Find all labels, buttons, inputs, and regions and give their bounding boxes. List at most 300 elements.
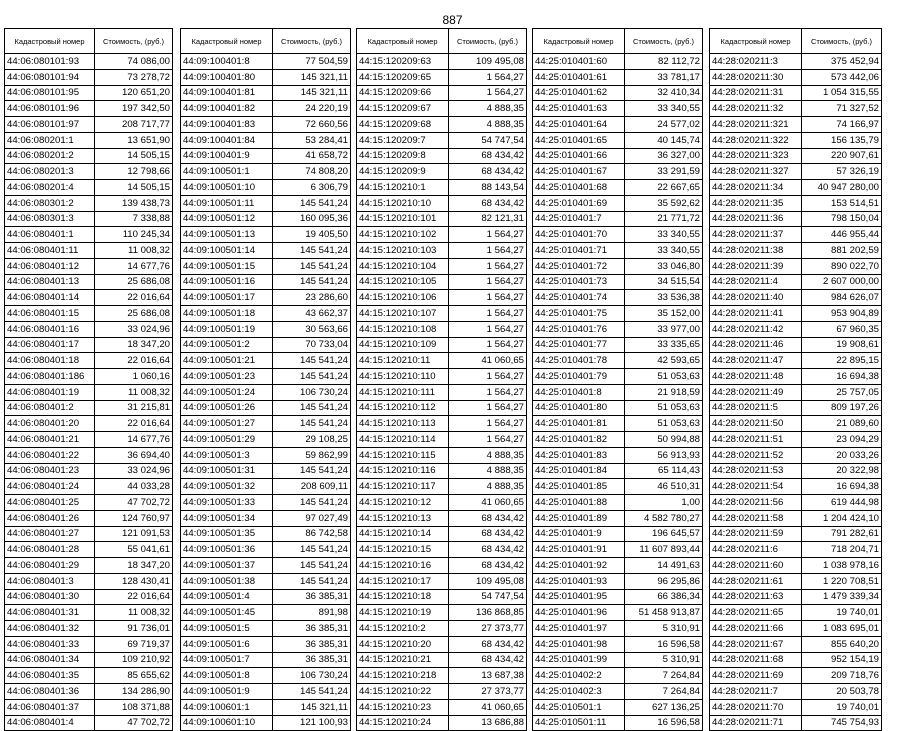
cadastral-number-cell: 44:09:100401:81 [181,85,273,101]
cadastral-number-cell: 44:28:020211:53 [710,463,802,479]
cost-cell: 718 204,71 [802,542,882,558]
cost-cell: 23 286,60 [273,290,351,306]
table-row [5,180,173,196]
cost-cell: 156 135,79 [802,132,882,148]
cadastral-number-cell: 44:15:120210:16 [357,558,449,574]
cadastral-number-cell: 44:09:100501:6 [181,636,273,652]
table-row [533,54,703,70]
table-row [357,101,527,117]
cost-cell: 41 060,65 [449,699,527,715]
cadastral-number-cell: 44:06:080401:11 [5,243,95,259]
cost-cell: 36 385,31 [273,589,351,605]
cost-cell: 145 541,24 [273,573,351,589]
cost-cell: 745 754,93 [802,715,882,731]
cost-cell: 11 607 893,44 [625,542,703,558]
cadastral-number-cell: 44:15:120210:11 [357,353,449,369]
table-row [5,337,173,353]
cost-cell: 984 626,07 [802,290,882,306]
cost-cell: 145 541,24 [273,400,351,416]
cadastral-number-cell: 44:25:010401:74 [533,290,625,306]
cadastral-number-cell: 44:28:020211:4 [710,274,802,290]
table-row [533,542,703,558]
cadastral-number-cell: 44:15:120210:21 [357,652,449,668]
cost-cell: 46 510,31 [625,479,703,495]
cadastral-number-cell: 44:09:100501:10 [181,180,273,196]
cost-cell: 55 041,61 [95,542,173,558]
cost-cell: 33 291,59 [625,164,703,180]
cost-cell: 19 908,61 [802,337,882,353]
cadastral-number-cell: 44:28:020211:31 [710,85,802,101]
cadastral-number-cell: 44:15:120210:110 [357,369,449,385]
cost-cell: 109 495,08 [449,573,527,589]
table-row [5,117,173,133]
table-row [181,589,351,605]
cadastral-number-cell: 44:06:080301:2 [5,195,95,211]
cadastral-number-cell: 44:15:120210:218 [357,668,449,684]
table-row [533,416,703,432]
table-row [710,101,882,117]
table-row [357,589,527,605]
table-row [181,85,351,101]
cost-cell: 6 306,79 [273,180,351,196]
cost-cell: 82 112,72 [625,54,703,70]
cadastral-number-cell: 44:25:010401:60 [533,54,625,70]
cadastral-number-cell: 44:06:080401:4 [5,715,95,731]
table-row [533,243,703,259]
table-row [533,290,703,306]
cadastral-number-cell: 44:28:020211:37 [710,227,802,243]
table-row [181,306,351,322]
cadastral-number-cell: 44:28:020211:54 [710,479,802,495]
cadastral-number-cell: 44:28:020211:52 [710,447,802,463]
table-row [357,526,527,542]
cost-cell: 952 154,19 [802,652,882,668]
cost-cell: 106 730,24 [273,384,351,400]
table-row [5,227,173,243]
cadastral-number-cell: 44:25:010401:8 [533,384,625,400]
cadastral-number-cell: 44:25:010401:72 [533,258,625,274]
cadastral-number-cell: 44:06:080401:13 [5,274,95,290]
cost-cell: 67 960,35 [802,321,882,337]
cost-cell: 1 564,27 [449,432,527,448]
cadastral-number-cell: 44:28:020211:5 [710,400,802,416]
table-row [181,148,351,164]
table-row [357,180,527,196]
cost-cell: 74 166,97 [802,117,882,133]
cost-cell: 51 053,63 [625,369,703,385]
cadastral-number-cell: 44:15:120210:106 [357,290,449,306]
cadastral-number-cell: 44:15:120210:107 [357,306,449,322]
table-row [357,510,527,526]
table-row [710,337,882,353]
cost-cell: 1 204 424,10 [802,510,882,526]
table-row [710,306,882,322]
cost-cell: 88 143,54 [449,180,527,196]
cadastral-number-cell: 44:28:020211:38 [710,243,802,259]
cadastral-number-cell: 44:06:080401:12 [5,258,95,274]
cost-cell: 197 342,50 [95,101,173,117]
cadastral-number-cell: 44:09:100401:9 [181,148,273,164]
table-row [357,636,527,652]
cost-cell: 855 640,20 [802,636,882,652]
table-row [533,621,703,637]
cadastral-number-cell: 44:15:120210:24 [357,715,449,731]
table-row [357,85,527,101]
cost-cell: 11 008,32 [95,384,173,400]
table-row [357,132,527,148]
cadastral-number-cell: 44:28:020211:34 [710,180,802,196]
cost-cell: 124 760,97 [95,510,173,526]
cadastral-number-cell: 44:06:080401:33 [5,636,95,652]
table-row [710,321,882,337]
table-row [357,558,527,574]
cost-cell: 1 564,27 [449,416,527,432]
table-row [710,542,882,558]
table-row [533,589,703,605]
table-row [533,180,703,196]
table-row [357,699,527,715]
cost-cell: 51 053,63 [625,416,703,432]
cost-cell: 145 541,24 [273,495,351,511]
cost-cell: 22 016,64 [95,290,173,306]
table-row [5,621,173,637]
table-row [181,180,351,196]
table-row [181,652,351,668]
table-row [533,558,703,574]
cost-cell: 1 564,27 [449,400,527,416]
cost-cell: 12 798,66 [95,164,173,180]
cost-cell: 1 220 708,51 [802,573,882,589]
cost-cell: 77 504,59 [273,54,351,70]
cost-cell: 22 667,65 [625,180,703,196]
table-row [710,495,882,511]
table-row [181,510,351,526]
cost-cell: 68 434,42 [449,510,527,526]
table-row [181,542,351,558]
cost-cell: 82 121,31 [449,211,527,227]
cost-cell: 33 781,17 [625,69,703,85]
table-row [710,684,882,700]
cost-cell: 40 145,74 [625,132,703,148]
cost-cell: 85 655,62 [95,668,173,684]
cost-cell: 4 582 780,27 [625,510,703,526]
cadastral-number-cell: 44:28:020211:36 [710,211,802,227]
table-row [181,369,351,385]
cadastral-number-cell: 44:15:120209:68 [357,117,449,133]
cost-cell: 54 747,54 [449,589,527,605]
table-row [710,54,882,70]
table-row [5,369,173,385]
cadastral-number-cell: 44:25:010401:98 [533,636,625,652]
table-row [710,243,882,259]
cost-cell: 36 385,31 [273,636,351,652]
cost-cell: 145 541,24 [273,274,351,290]
table-row [181,164,351,180]
cadastral-number-cell: 44:25:010401:9 [533,526,625,542]
cadastral-number-cell: 44:25:010401:89 [533,510,625,526]
cadastral-number-cell: 44:06:080401:16 [5,321,95,337]
table-row [533,101,703,117]
table-row [710,589,882,605]
cost-cell: 25 757,05 [802,384,882,400]
cadastral-number-cell: 44:06:080401:17 [5,337,95,353]
table-row [181,227,351,243]
cadastral-number-cell: 44:25:010401:99 [533,652,625,668]
table-row [5,636,173,652]
table-row [533,164,703,180]
table-row [357,400,527,416]
table-row [533,652,703,668]
cadastral-number-cell: 44:28:020211:70 [710,699,802,715]
cadastral-number-cell: 44:28:020211:35 [710,195,802,211]
cost-cell: 59 862,99 [273,447,351,463]
table-row [5,715,173,731]
table-row [357,321,527,337]
cost-cell: 13 686,88 [449,715,527,731]
cost-cell: 14 491,63 [625,558,703,574]
table-row [181,495,351,511]
cadastral-number-cell: 44:15:120209:7 [357,132,449,148]
table-row [5,54,173,70]
cadastral-number-cell: 44:15:120210:19 [357,605,449,621]
cadastral-number-cell: 44:28:020211:323 [710,148,802,164]
cadastral-number-cell: 44:25:010401:7 [533,211,625,227]
cadastral-number-cell: 44:09:100501:15 [181,258,273,274]
cadastral-number-cell: 44:28:020211:50 [710,416,802,432]
table-row [357,353,527,369]
cost-cell: 70 733,04 [273,337,351,353]
cadastral-number-cell: 44:09:100401:83 [181,117,273,133]
cadastral-number-cell: 44:06:080101:93 [5,54,95,70]
cost-cell: 44 033,28 [95,479,173,495]
cadastral-number-cell: 44:28:020211:59 [710,526,802,542]
table-row [181,605,351,621]
cadastral-number-cell: 44:15:120210:115 [357,447,449,463]
cadastral-number-cell: 44:09:100501:2 [181,337,273,353]
cadastral-number-cell: 44:09:100501:9 [181,684,273,700]
cost-cell: 120 651,20 [95,85,173,101]
table-row [357,621,527,637]
cadastral-number-cell: 44:09:100501:21 [181,353,273,369]
table-row [357,369,527,385]
table-row [357,243,527,259]
table-row [710,416,882,432]
cadastral-number-cell: 44:15:120209:65 [357,69,449,85]
cadastral-number-cell: 44:25:010401:91 [533,542,625,558]
table-row [533,369,703,385]
cadastral-number-cell: 44:06:080401:32 [5,621,95,637]
table-row [5,495,173,511]
cost-cell: 4 888,35 [449,101,527,117]
cost-cell: 47 702,72 [95,495,173,511]
cost-cell: 21 771,72 [625,211,703,227]
cost-cell: 890 022,70 [802,258,882,274]
cadastral-number-cell: 44:15:120209:67 [357,101,449,117]
cost-cell: 57 326,19 [802,164,882,180]
table-row [5,101,173,117]
cadastral-number-cell: 44:06:080401:21 [5,432,95,448]
cadastral-number-cell: 44:25:010401:82 [533,432,625,448]
cadastral-number-cell: 44:25:010401:84 [533,463,625,479]
cost-cell: 619 444,98 [802,495,882,511]
cost-cell: 91 736,01 [95,621,173,637]
table-row [533,463,703,479]
table-row [357,54,527,70]
cadastral-number-cell: 44:25:010401:77 [533,337,625,353]
table-row [710,432,882,448]
table-row [5,132,173,148]
table-row [5,164,173,180]
cost-cell: 86 742,58 [273,526,351,542]
cost-cell: 14 677,76 [95,432,173,448]
cadastral-number-cell: 44:09:100501:32 [181,479,273,495]
table-row [710,117,882,133]
table-header-row [5,29,173,54]
cost-cell: 30 563,66 [273,321,351,337]
cost-cell: 153 514,51 [802,195,882,211]
cadastral-number-cell: 44:25:010401:73 [533,274,625,290]
table-row [710,195,882,211]
table-row [710,573,882,589]
cadastral-number-cell: 44:15:120210:117 [357,479,449,495]
cost-cell: 791 282,61 [802,526,882,542]
cadastral-number-cell: 44:15:120210:101 [357,211,449,227]
cost-cell: 21 089,60 [802,416,882,432]
table-row [357,605,527,621]
cost-cell: 97 027,49 [273,510,351,526]
table-row [533,573,703,589]
table-row [181,353,351,369]
cadastral-number-cell: 44:09:100501:45 [181,605,273,621]
cost-cell: 20 322,98 [802,463,882,479]
cadastral-number-cell: 44:15:120209:9 [357,164,449,180]
cadastral-number-cell: 44:28:020211:58 [710,510,802,526]
table-row [710,369,882,385]
cadastral-number-cell: 44:28:020211:51 [710,432,802,448]
cost-cell: 1 564,27 [449,69,527,85]
table-row [710,85,882,101]
cadastral-number-cell: 44:28:020211:71 [710,715,802,731]
table-row [533,306,703,322]
cost-cell: 1 564,27 [449,243,527,259]
cadastral-number-cell: 44:06:080101:97 [5,117,95,133]
cost-cell: 22 016,64 [95,589,173,605]
cost-cell: 27 373,77 [449,684,527,700]
table-row [181,321,351,337]
cadastral-number-cell: 44:28:020211:32 [710,101,802,117]
cost-cell: 145 541,24 [273,195,351,211]
cost-cell: 18 347,20 [95,337,173,353]
cost-cell: 4 888,35 [449,463,527,479]
table-row [181,117,351,133]
cadastral-number-cell: 44:25:010401:69 [533,195,625,211]
cost-cell: 1,00 [625,495,703,511]
cost-cell: 33 536,38 [625,290,703,306]
table-row [181,258,351,274]
table-row [181,699,351,715]
table-row [710,148,882,164]
table-row [5,684,173,700]
cost-cell: 208 717,77 [95,117,173,133]
cadastral-number-cell: 44:06:080401:18 [5,353,95,369]
table-row [5,479,173,495]
cadastral-table-3 [356,28,527,731]
table-row [5,463,173,479]
cost-cell: 881 202,59 [802,243,882,259]
cadastral-number-cell: 44:06:080401:15 [5,306,95,322]
cadastral-number-cell: 44:15:120210:14 [357,526,449,542]
cost-cell: 41 658,72 [273,148,351,164]
cadastral-number-cell: 44:06:080401:37 [5,699,95,715]
cost-cell: 25 686,08 [95,306,173,322]
table-row [357,117,527,133]
cadastral-number-cell: 44:28:020211:322 [710,132,802,148]
cost-cell: 1 564,27 [449,290,527,306]
table-row [5,306,173,322]
table-row [710,211,882,227]
cost-cell: 1 083 695,01 [802,621,882,637]
cost-cell: 27 373,77 [449,621,527,637]
cost-cell: 68 434,42 [449,148,527,164]
cost-cell: 106 730,24 [273,668,351,684]
table-row [710,510,882,526]
cadastral-number-cell: 44:25:010401:71 [533,243,625,259]
table-row [533,148,703,164]
cost-cell: 16 694,38 [802,479,882,495]
cost-cell: 209 718,76 [802,668,882,684]
table-row [357,715,527,731]
cadastral-number-cell: 44:06:080401:23 [5,463,95,479]
cadastral-number-cell: 44:06:080401:14 [5,290,95,306]
cadastral-table-4 [532,28,703,731]
cadastral-number-cell: 44:09:100501:31 [181,463,273,479]
cost-cell: 68 434,42 [449,652,527,668]
table-row [357,432,527,448]
cadastral-number-cell: 44:09:100601:1 [181,699,273,715]
cadastral-number-cell: 44:09:100501:24 [181,384,273,400]
cost-cell: 73 278,72 [95,69,173,85]
cost-cell: 54 747,54 [449,132,527,148]
cost-cell: 11 008,32 [95,243,173,259]
cost-cell: 50 994,88 [625,432,703,448]
cadastral-number-cell: 44:06:080301:3 [5,211,95,227]
cadastral-number-cell: 44:25:010402:2 [533,668,625,684]
cadastral-number-cell: 44:25:010401:80 [533,400,625,416]
cadastral-number-cell: 44:25:010401:78 [533,353,625,369]
table-row [181,668,351,684]
cost-cell: 1 564,27 [449,274,527,290]
cost-cell: 220 907,61 [802,148,882,164]
cadastral-table-5 [709,28,882,731]
cadastral-number-cell: 44:25:010401:68 [533,180,625,196]
table-row [181,195,351,211]
cadastral-number-cell: 44:25:010401:66 [533,148,625,164]
cost-cell: 33 024,96 [95,321,173,337]
table-row [357,290,527,306]
cost-cell: 145 541,24 [273,369,351,385]
cadastral-number-cell: 44:09:100401:82 [181,101,273,117]
cost-cell: 145 541,24 [273,353,351,369]
table-row [357,495,527,511]
table-row [5,432,173,448]
cadastral-number-cell: 44:15:120210:10 [357,195,449,211]
table-row [357,258,527,274]
cadastral-number-cell: 44:06:080401:30 [5,589,95,605]
cost-cell: 446 955,44 [802,227,882,243]
table-row [5,258,173,274]
cadastral-number-cell: 44:25:010401:85 [533,479,625,495]
cost-cell: 24 220,19 [273,101,351,117]
